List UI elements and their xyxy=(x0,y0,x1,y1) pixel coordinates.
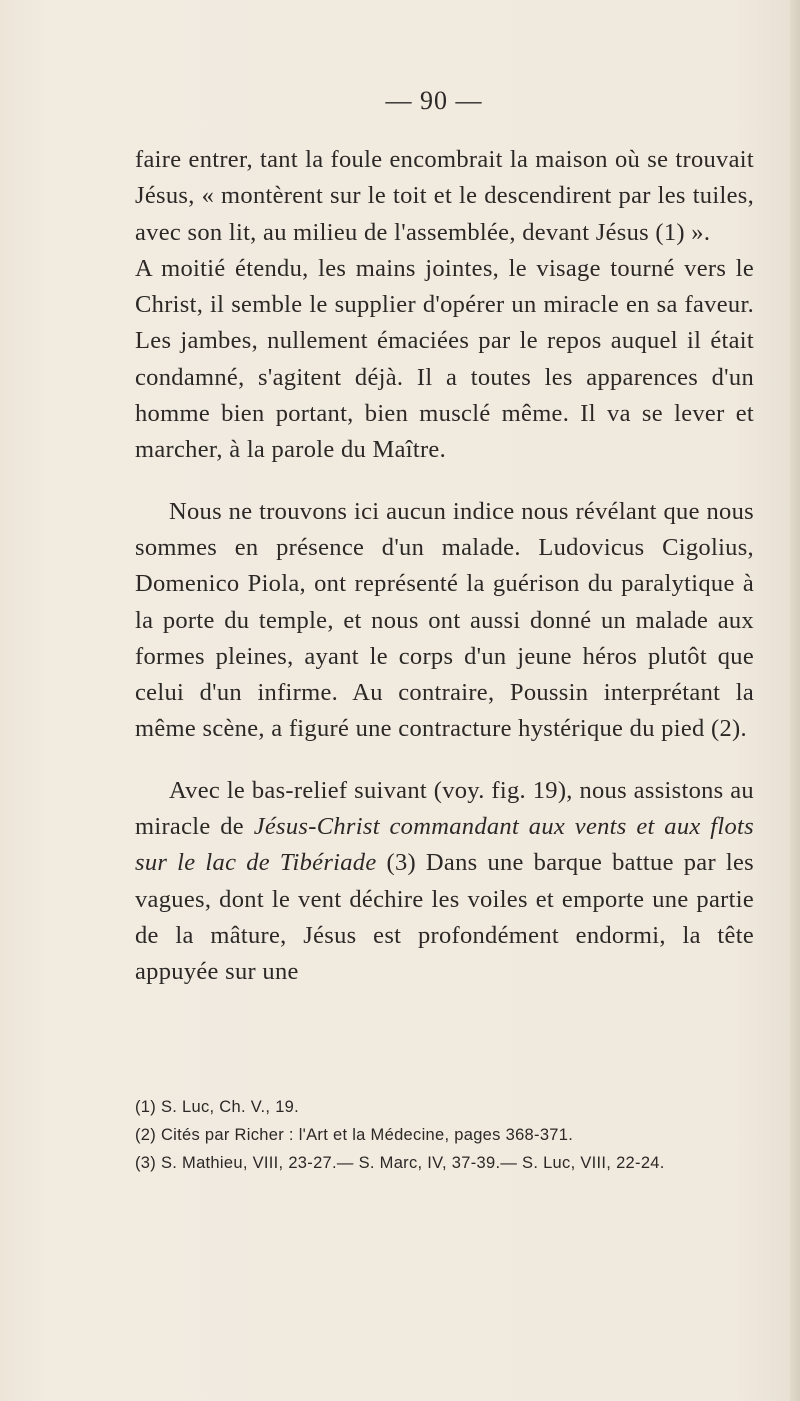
paragraph-4-text-before: Avec le bas-relief suivant (voy. fig. 19), nous assistons au miracle de xyxy=(135,776,754,841)
paragraph-3: Nous ne trouvons ici aucun indice nous révélant que nous sommes en présence d'un malade. Ludovicus Cigolius, Domenico Piola, ont représenté la guérison du paralytique à la porte du temple, et nous ont aussi donné un malade aux formes pleines, ayant le corps d'un jeune héros plutôt que celui d'un infirme. Au contraire, Poussin interprétant la même scène, a figuré une contracture hystérique du pied (2). xyxy=(135,497,754,743)
paragraph-4-text-after: (3) Dans une barque battue par les vagues, dont le vent déchire les voiles et emporte une partie de la mâture, Jésus est profondément endormi, la tête appuyée sur une xyxy=(135,849,754,986)
footnote-2: (2) Cités par Richer : l'Art et la Médecine, pages 368-371. xyxy=(135,1126,574,1144)
footnote-3: (3) S. Mathieu, VIII, 23-27.— S. Marc, IV, 37-39.— S. Luc, VIII, 22-24. xyxy=(135,1154,665,1172)
page-edge-shadow xyxy=(790,0,800,1401)
paragraph-4-italic-title: Jésus-Christ commandant aux vents et aux flots sur le lac de Tibériade xyxy=(135,813,754,877)
paragraph-1: faire entrer, tant la foule encombrait la maison où se trouvait Jésus, « montèrent sur le toit et le descendirent par les tuiles, avec son lit, au milieu de l'assemblée, devant Jésus (1) ». xyxy=(135,146,754,246)
paragraph-4 xyxy=(135,773,754,991)
body-text xyxy=(135,142,754,991)
paragraph-2: A moitié étendu, les mains jointes, le visage tourné vers le Christ, il semble le supplier d'opérer un miracle en sa faveur. Les jambes, nullement émaciées par le repos auquel il était condamné, s'agitent déjà. Il a toutes les apparences d'un homme bien portant, bien musclé même. Il va se lever et marcher, à la parole du Maître. xyxy=(135,254,754,464)
footnote-1: (1) S. Luc, Ch. V., 19. xyxy=(135,1098,300,1116)
page-number: — 90 — xyxy=(385,86,483,115)
footnotes xyxy=(135,1093,754,1177)
